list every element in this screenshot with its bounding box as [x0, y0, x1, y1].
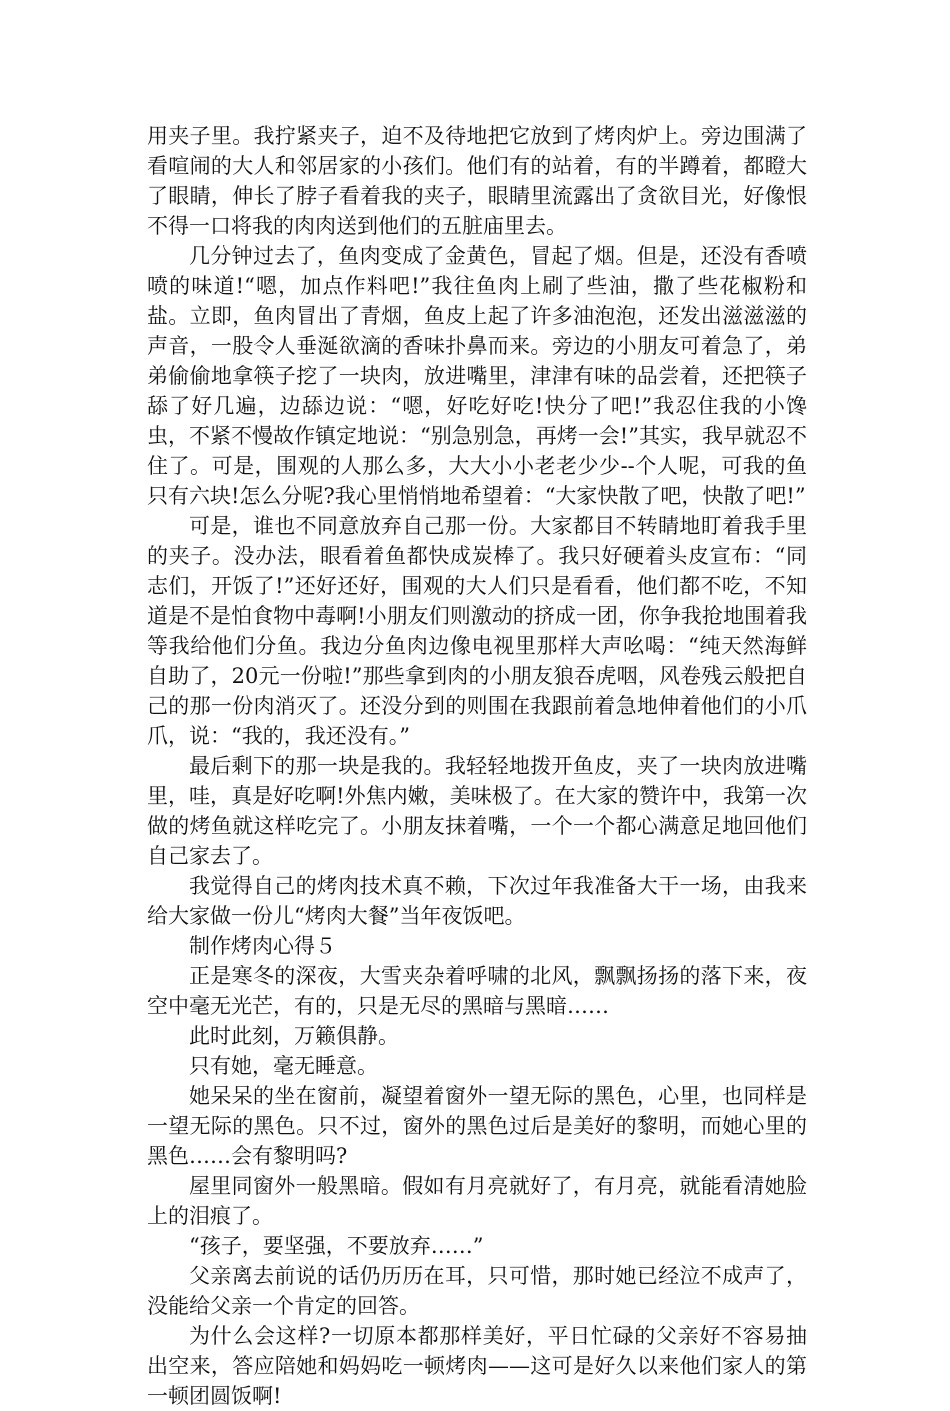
document-page [147, 121, 807, 1411]
paragraph-5: 我觉得自己的烤肉技术真不赖，下次过年我准备大干一场，由我来给大家做一份儿“烤肉大餐”当年夜饭吧。 [147, 874, 807, 928]
paragraph-8: 此时此刻，万籁俱静。 [189, 1024, 399, 1048]
paragraph-9: 只有她，毫无睡意。 [189, 1054, 378, 1078]
paragraph-10: 她呆呆的坐在窗前，凝望着窗外一望无际的黑色，心里，也同样是一望无际的黑色。只不过，窗外的黑色过后是美好的黎明，而她心里的黑色……会有黎明吗? [147, 1084, 807, 1168]
paragraph-11: 屋里同窗外一般黑暗。假如有月亮就好了，有月亮，就能看清她脸上的泪痕了。 [147, 1174, 807, 1228]
paragraph-14: 为什么会这样?一切原本都那样美好，平日忙碌的父亲好不容易抽出空来，答应陪她和妈妈吃一顿烤肉——这可是好久以来他们家人的第一顿团圆饭啊! [147, 1324, 807, 1408]
paragraph-13: 父亲离去前说的话仍历历在耳，只可惜，那时她已经泣不成声了，没能给父亲一个肯定的回答。 [147, 1264, 807, 1318]
paragraph-1: 用夹子里。我拧紧夹子，迫不及待地把它放到了烤肉炉上。旁边围满了看喧闹的大人和邻居家的小孩们。他们有的站着，有的半蹲着，都瞪大了眼睛，伸长了脖子看着我的夹子，眼睛里流露出了贪欲目光，好像恨不得一口将我的肉肉送到他们的五脏庙里去。 [147, 124, 807, 238]
paragraph-12: “孩子，要坚强，不要放弃……” [189, 1234, 484, 1258]
paragraph-4: 最后剩下的那一块是我的。我轻轻地拨开鱼皮，夹了一块肉放进嘴里，哇，真是好吃啊!外焦内嫩，美味极了。在大家的赞许中，我第一次做的烤鱼就这样吃完了。小朋友抹着嘴，一个一个都心满意足地回他们自己家去了。 [147, 754, 807, 868]
paragraph-2: 几分钟过去了，鱼肉变成了金黄色，冒起了烟。但是，还没有香喷喷的味道!“嗯，加点作料吧!”我往鱼肉上刷了些油，撒了些花椒粉和盐。立即，鱼肉冒出了青烟，鱼皮上起了许多油泡泡，还发出滋滋滋的声音，一股令人垂涎欲滴的香味扑鼻而来。旁边的小朋友可着急了，弟弟偷偷地拿筷子挖了一块肉，放进嘴里，津津有味的品尝着，还把筷子舔了好几遍，边舔边说：“嗯，好吃好吃!快分了吧!”我忍住我的小馋虫，不紧不慢故作镇定地说：“别急别急，再烤一会!”其实，我早就忍不住了。可是，围观的人那么多，大大小小老老少少--个人呢，可我的鱼只有六块!怎么分呢?我心里悄悄地希望着：“大家快散了吧，快散了吧!” [147, 244, 807, 508]
section-heading: 制作烤肉心得５ [189, 934, 336, 958]
paragraph-3: 可是，谁也不同意放弃自己那一份。大家都目不转睛地盯着我手里的夹子。没办法，眼看着鱼都快成炭棒了。我只好硬着头皮宣布：“同志们，开饭了!”还好还好，围观的大人们只是看看，他们都不吃，不知道是不是怕食物中毒啊!小朋友们则激动的挤成一团，你争我抢地围着我等我给他们分鱼。我边分鱼肉边像电视里那样大声吆喝：“纯天然海鲜自助了，20元一份啦!”那些拿到肉的小朋友狼吞虎咽，风卷残云般把自己的那一份肉消灭了。还没分到的则围在我跟前着急地伸着他们的小爪爪，说：“我的，我还没有。” [147, 514, 807, 748]
paragraph-7: 正是寒冬的深夜，大雪夹杂着呼啸的北风，飘飘扬扬的落下来，夜空中毫无光芒，有的，只是无尽的黑暗与黑暗…… [147, 964, 807, 1018]
